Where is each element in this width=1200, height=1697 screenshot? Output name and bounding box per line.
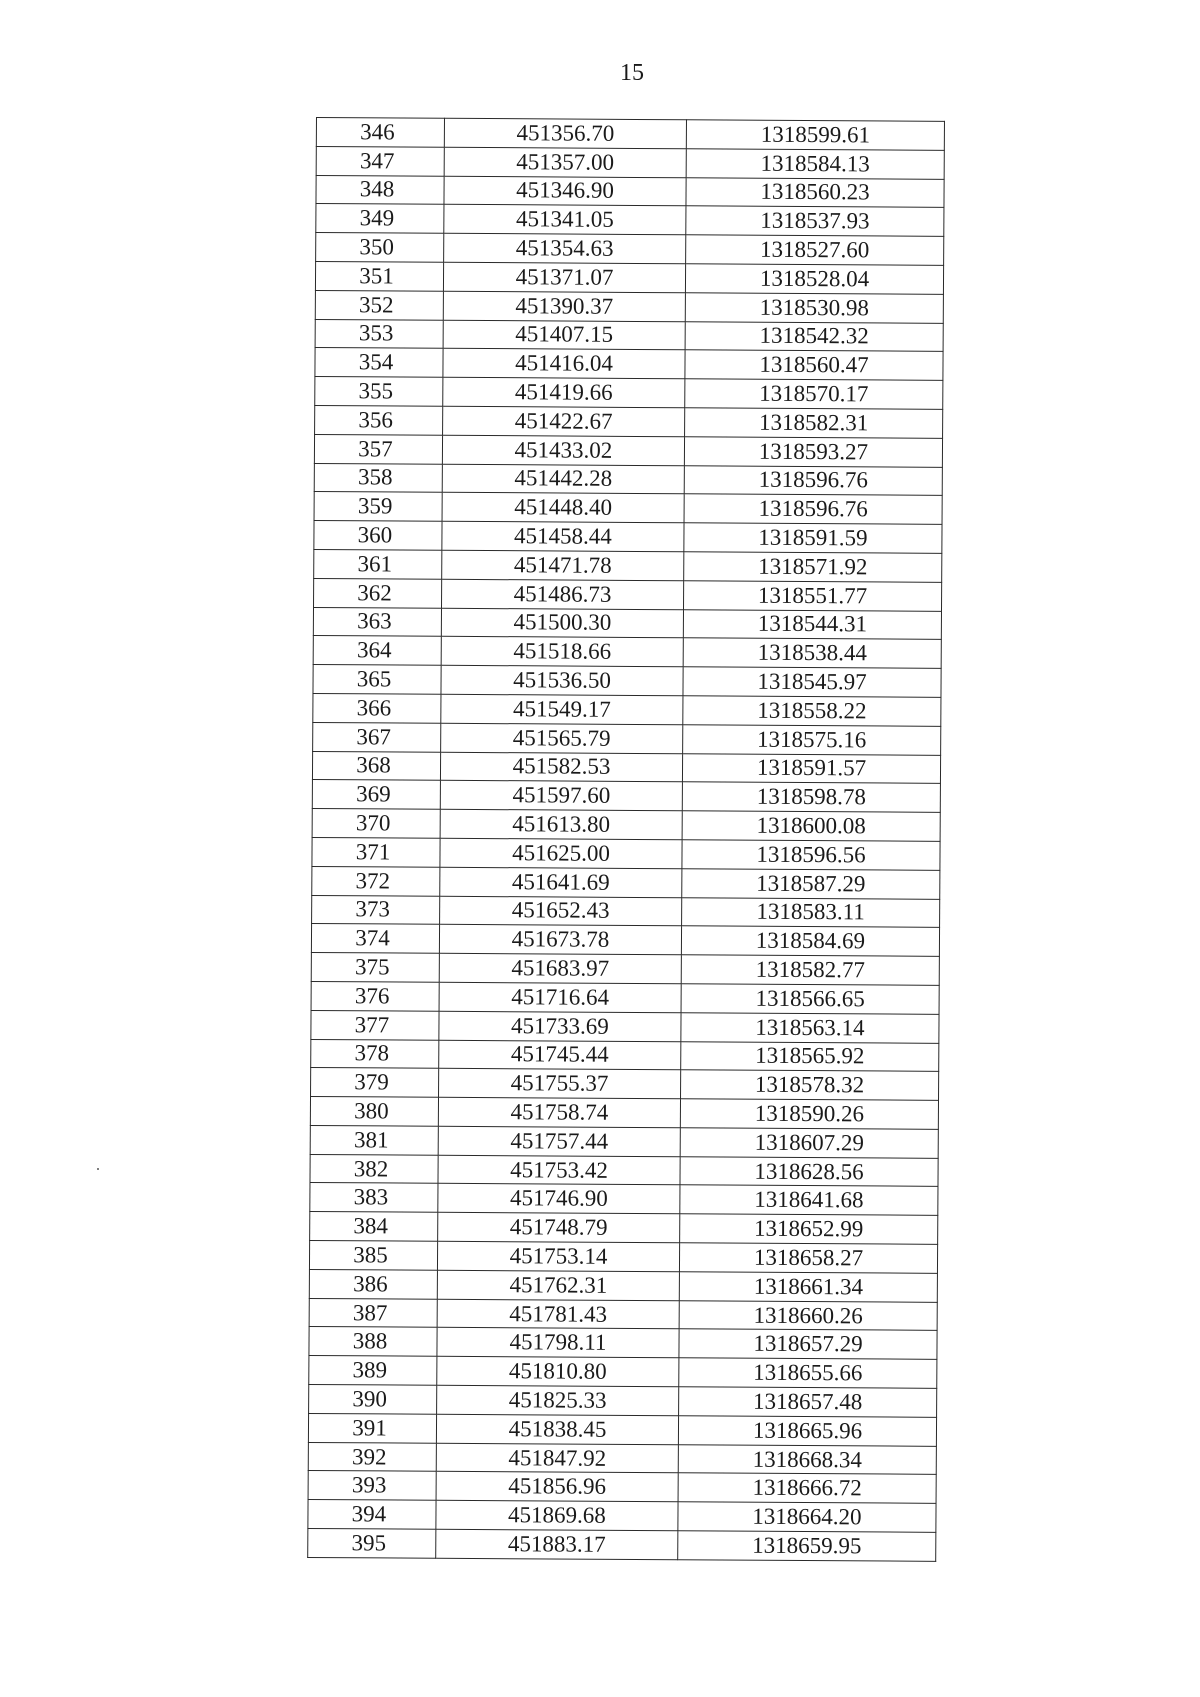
table-row xyxy=(314,492,942,525)
point-number-cell: 362 xyxy=(314,578,442,608)
y-coordinate-cell: 1318591.59 xyxy=(684,523,942,553)
point-number-cell: 392 xyxy=(308,1442,436,1472)
x-coordinate-cell: 451757.44 xyxy=(438,1126,680,1156)
point-number-cell: 382 xyxy=(310,1154,438,1184)
point-number-cell: 357 xyxy=(314,434,442,464)
point-number-cell: 385 xyxy=(309,1241,437,1271)
y-coordinate-cell: 1318551.77 xyxy=(683,581,941,611)
table-row xyxy=(314,521,942,554)
point-number-cell: 389 xyxy=(309,1356,437,1386)
y-coordinate-cell: 1318544.31 xyxy=(683,609,941,639)
x-coordinate-cell: 451416.04 xyxy=(443,349,685,379)
point-number-cell: 349 xyxy=(316,204,444,234)
point-number-cell: 371 xyxy=(312,837,440,867)
table-row xyxy=(308,1442,936,1475)
point-number-cell: 395 xyxy=(308,1529,436,1559)
y-coordinate-cell: 1318652.99 xyxy=(680,1214,938,1244)
x-coordinate-cell: 451733.69 xyxy=(439,1011,681,1041)
coordinates-table-body xyxy=(308,118,945,1562)
x-coordinate-cell: 451683.97 xyxy=(439,953,681,983)
point-number-cell: 369 xyxy=(312,780,440,810)
table-row xyxy=(315,319,943,352)
point-number-cell: 360 xyxy=(314,521,442,551)
table-row xyxy=(315,261,943,294)
point-number-cell: 390 xyxy=(309,1385,437,1415)
table-row xyxy=(311,1068,939,1101)
y-coordinate-cell: 1318660.26 xyxy=(679,1300,937,1330)
point-number-cell: 376 xyxy=(311,981,439,1011)
x-coordinate-cell: 451433.02 xyxy=(442,435,684,465)
y-coordinate-cell: 1318571.92 xyxy=(684,552,942,582)
point-number-cell: 378 xyxy=(311,1039,439,1069)
point-number-cell: 379 xyxy=(311,1068,439,1098)
point-number-cell: 393 xyxy=(308,1471,436,1501)
table-row xyxy=(311,1010,939,1043)
x-coordinate-cell: 451753.14 xyxy=(437,1241,679,1271)
x-coordinate-cell: 451613.80 xyxy=(440,809,682,839)
table-row xyxy=(312,866,940,899)
y-coordinate-cell: 1318600.08 xyxy=(682,811,940,841)
point-number-cell: 381 xyxy=(310,1125,438,1155)
table-row xyxy=(315,377,943,410)
x-coordinate-cell: 451458.44 xyxy=(442,521,684,551)
point-number-cell: 368 xyxy=(312,751,440,781)
x-coordinate-cell: 451883.17 xyxy=(436,1529,678,1559)
x-coordinate-cell: 451625.00 xyxy=(440,838,682,868)
x-coordinate-cell: 451582.53 xyxy=(440,752,682,782)
point-number-cell: 367 xyxy=(313,722,441,752)
table-row xyxy=(309,1269,937,1302)
table-row xyxy=(312,837,940,870)
x-coordinate-cell: 451753.42 xyxy=(438,1155,680,1185)
y-coordinate-cell: 1318641.68 xyxy=(680,1185,938,1215)
x-coordinate-cell: 451549.17 xyxy=(441,694,683,724)
table-row xyxy=(316,204,944,237)
y-coordinate-cell: 1318590.26 xyxy=(680,1099,938,1129)
point-number-cell: 352 xyxy=(315,290,443,320)
point-number-cell: 348 xyxy=(316,175,444,205)
y-coordinate-cell: 1318578.32 xyxy=(681,1070,939,1100)
table-row xyxy=(314,578,942,611)
y-coordinate-cell: 1318596.76 xyxy=(684,494,942,524)
table-row xyxy=(313,636,941,669)
x-coordinate-cell: 451847.92 xyxy=(436,1443,678,1473)
x-coordinate-cell: 451856.96 xyxy=(436,1472,678,1502)
point-number-cell: 361 xyxy=(314,549,442,579)
y-coordinate-cell: 1318666.72 xyxy=(678,1473,936,1503)
x-coordinate-cell: 451471.78 xyxy=(442,550,684,580)
point-number-cell: 365 xyxy=(313,665,441,695)
point-number-cell: 363 xyxy=(313,607,441,637)
x-coordinate-cell: 451341.05 xyxy=(444,205,686,235)
x-coordinate-cell: 451518.66 xyxy=(441,637,683,667)
y-coordinate-cell: 1318607.29 xyxy=(680,1128,938,1158)
table-row xyxy=(316,118,944,151)
coordinates-table xyxy=(307,117,945,1562)
point-number-cell: 386 xyxy=(309,1269,437,1299)
x-coordinate-cell: 451641.69 xyxy=(440,867,682,897)
y-coordinate-cell: 1318661.34 xyxy=(679,1272,937,1302)
y-coordinate-cell: 1318582.77 xyxy=(681,955,939,985)
x-coordinate-cell: 451500.30 xyxy=(441,608,683,638)
y-coordinate-cell: 1318596.76 xyxy=(684,465,942,495)
table-row xyxy=(313,665,941,698)
x-coordinate-cell: 451652.43 xyxy=(440,896,682,926)
y-coordinate-cell: 1318537.93 xyxy=(686,206,944,236)
table-row xyxy=(309,1298,937,1331)
y-coordinate-cell: 1318584.69 xyxy=(681,926,939,956)
table-row xyxy=(308,1471,936,1504)
table-row xyxy=(310,1097,938,1130)
point-number-cell: 359 xyxy=(314,492,442,522)
y-coordinate-cell: 1318538.44 xyxy=(683,638,941,668)
x-coordinate-cell: 451422.67 xyxy=(443,406,685,436)
x-coordinate-cell: 451838.45 xyxy=(436,1414,678,1444)
table-row xyxy=(312,780,940,813)
table-row xyxy=(312,751,940,784)
x-coordinate-cell: 451825.33 xyxy=(437,1385,679,1415)
x-coordinate-cell: 451597.60 xyxy=(440,781,682,811)
point-number-cell: 347 xyxy=(316,146,444,176)
table-row xyxy=(314,549,942,582)
x-coordinate-cell: 451716.64 xyxy=(439,982,681,1012)
y-coordinate-cell: 1318657.48 xyxy=(679,1387,937,1417)
point-number-cell: 364 xyxy=(313,636,441,666)
x-coordinate-cell: 451448.40 xyxy=(442,493,684,523)
y-coordinate-cell: 1318599.61 xyxy=(686,120,944,150)
y-coordinate-cell: 1318545.97 xyxy=(683,667,941,697)
point-number-cell: 355 xyxy=(315,377,443,407)
table-row xyxy=(311,953,939,986)
point-number-cell: 387 xyxy=(309,1298,437,1328)
x-coordinate-cell: 451745.44 xyxy=(439,1040,681,1070)
point-number-cell: 373 xyxy=(312,895,440,925)
table-row xyxy=(310,1154,938,1187)
x-coordinate-cell: 451371.07 xyxy=(443,262,685,292)
y-coordinate-cell: 1318591.57 xyxy=(682,753,940,783)
x-coordinate-cell: 451762.31 xyxy=(437,1270,679,1300)
table-row xyxy=(315,348,943,381)
y-coordinate-cell: 1318565.92 xyxy=(681,1041,939,1071)
y-coordinate-cell: 1318558.22 xyxy=(683,696,941,726)
point-number-cell: 374 xyxy=(311,924,439,954)
y-coordinate-cell: 1318593.27 xyxy=(684,437,942,467)
table-row xyxy=(316,146,944,179)
table-row xyxy=(316,233,944,266)
point-number-cell: 384 xyxy=(310,1212,438,1242)
y-coordinate-cell: 1318527.60 xyxy=(686,235,944,265)
table-row xyxy=(311,1039,939,1072)
point-number-cell: 351 xyxy=(315,261,443,291)
y-coordinate-cell: 1318570.17 xyxy=(685,379,943,409)
y-coordinate-cell: 1318628.56 xyxy=(680,1156,938,1186)
y-coordinate-cell: 1318575.16 xyxy=(683,724,941,754)
y-coordinate-cell: 1318566.65 xyxy=(681,984,939,1014)
y-coordinate-cell: 1318530.98 xyxy=(685,293,943,323)
table-row xyxy=(313,722,941,755)
y-coordinate-cell: 1318560.47 xyxy=(685,350,943,380)
point-number-cell: 370 xyxy=(312,809,440,839)
x-coordinate-cell: 451565.79 xyxy=(441,723,683,753)
point-number-cell: 350 xyxy=(316,233,444,263)
table-row xyxy=(309,1356,937,1389)
table-row xyxy=(314,434,942,467)
x-coordinate-cell: 451356.70 xyxy=(444,118,686,148)
y-coordinate-cell: 1318665.96 xyxy=(678,1416,936,1446)
point-number-cell: 375 xyxy=(311,953,439,983)
point-number-cell: 354 xyxy=(315,348,443,378)
page-number: 15 xyxy=(620,60,644,86)
table-row xyxy=(310,1183,938,1216)
y-coordinate-cell: 1318528.04 xyxy=(685,264,943,294)
point-number-cell: 372 xyxy=(312,866,440,896)
y-coordinate-cell: 1318584.13 xyxy=(686,149,944,179)
x-coordinate-cell: 451810.80 xyxy=(437,1357,679,1387)
x-coordinate-cell: 451346.90 xyxy=(444,176,686,206)
x-coordinate-cell: 451758.74 xyxy=(438,1097,680,1127)
table-row xyxy=(308,1529,936,1562)
y-coordinate-cell: 1318560.23 xyxy=(686,177,944,207)
y-coordinate-cell: 1318658.27 xyxy=(679,1243,937,1273)
point-number-cell: 346 xyxy=(316,118,444,148)
point-number-cell: 394 xyxy=(308,1500,436,1530)
x-coordinate-cell: 451781.43 xyxy=(437,1299,679,1329)
y-coordinate-cell: 1318542.32 xyxy=(685,321,943,351)
x-coordinate-cell: 451746.90 xyxy=(438,1184,680,1214)
table-row xyxy=(308,1500,936,1533)
x-coordinate-cell: 451390.37 xyxy=(443,291,685,321)
y-coordinate-cell: 1318582.31 xyxy=(685,408,943,438)
x-coordinate-cell: 451442.28 xyxy=(442,464,684,494)
table-row xyxy=(309,1385,937,1418)
y-coordinate-cell: 1318659.95 xyxy=(678,1531,936,1561)
y-coordinate-cell: 1318668.34 xyxy=(678,1444,936,1474)
x-coordinate-cell: 451486.73 xyxy=(442,579,684,609)
x-coordinate-cell: 451755.37 xyxy=(439,1069,681,1099)
table-row xyxy=(309,1327,937,1360)
point-number-cell: 383 xyxy=(310,1183,438,1213)
x-coordinate-cell: 451748.79 xyxy=(438,1213,680,1243)
table-row xyxy=(315,405,943,438)
point-number-cell: 391 xyxy=(308,1413,436,1443)
stray-mark xyxy=(97,1168,99,1170)
table-row xyxy=(312,895,940,928)
point-number-cell: 366 xyxy=(313,693,441,723)
x-coordinate-cell: 451673.78 xyxy=(439,925,681,955)
table-row xyxy=(314,463,942,496)
y-coordinate-cell: 1318587.29 xyxy=(682,868,940,898)
x-coordinate-cell: 451798.11 xyxy=(437,1328,679,1358)
table-row xyxy=(315,290,943,323)
table-row xyxy=(309,1241,937,1274)
table-row xyxy=(313,693,941,726)
x-coordinate-cell: 451357.00 xyxy=(444,147,686,177)
table-row xyxy=(310,1125,938,1158)
x-coordinate-cell: 451407.15 xyxy=(443,320,685,350)
x-coordinate-cell: 451869.68 xyxy=(436,1501,678,1531)
table-row xyxy=(316,175,944,208)
point-number-cell: 388 xyxy=(309,1327,437,1357)
y-coordinate-cell: 1318583.11 xyxy=(682,897,940,927)
table-row xyxy=(313,607,941,640)
y-coordinate-cell: 1318664.20 xyxy=(678,1502,936,1532)
table-row xyxy=(310,1212,938,1245)
point-number-cell: 353 xyxy=(315,319,443,349)
y-coordinate-cell: 1318655.66 xyxy=(679,1358,937,1388)
y-coordinate-cell: 1318598.78 xyxy=(682,782,940,812)
point-number-cell: 377 xyxy=(311,1010,439,1040)
point-number-cell: 358 xyxy=(314,463,442,493)
x-coordinate-cell: 451419.66 xyxy=(443,377,685,407)
point-number-cell: 356 xyxy=(315,405,443,435)
y-coordinate-cell: 1318596.56 xyxy=(682,840,940,870)
x-coordinate-cell: 451354.63 xyxy=(444,233,686,263)
table-row xyxy=(312,809,940,842)
table-row xyxy=(311,981,939,1014)
point-number-cell: 380 xyxy=(310,1097,438,1127)
y-coordinate-cell: 1318563.14 xyxy=(681,1012,939,1042)
y-coordinate-cell: 1318657.29 xyxy=(679,1329,937,1359)
table-row xyxy=(311,924,939,957)
x-coordinate-cell: 451536.50 xyxy=(441,665,683,695)
table-row xyxy=(308,1413,936,1446)
